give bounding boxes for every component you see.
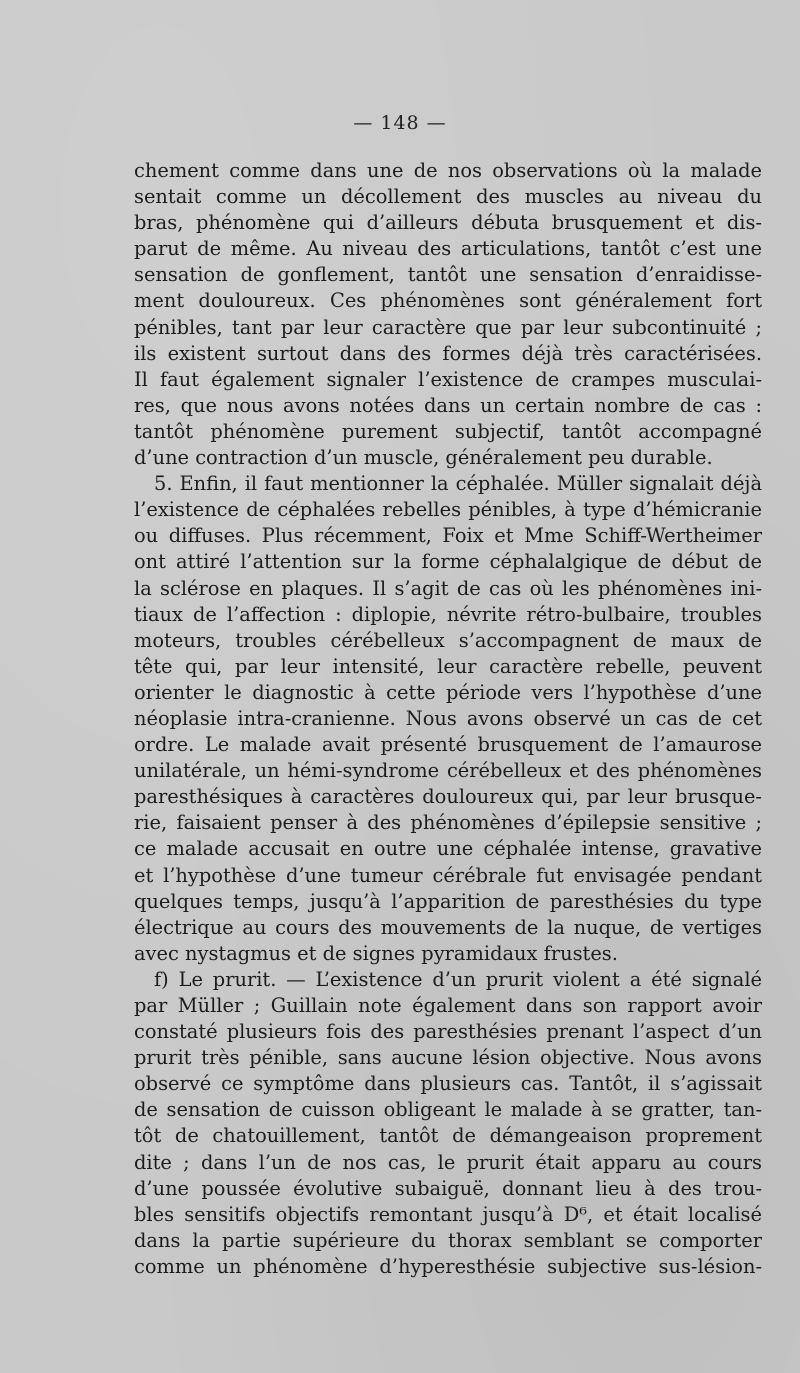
text-line: par Müller ; Guillain note également dans son rapport avoir	[134, 994, 762, 1017]
text-line: moteurs, troubles cérébelleux s’accompagnent de maux de	[134, 628, 762, 652]
text-line: comme un phénomène d’hyperesthésie subjective sus-lésion-	[134, 1254, 762, 1278]
text-line: parut de même. Au niveau des articulations, tantôt c’est une	[134, 237, 762, 261]
text-line: pénibles, tant par leur caractère que par leur subcontinuité ;	[134, 315, 762, 339]
text-line: constaté plusieurs fois des paresthésies prenant l’aspect d’un	[134, 1020, 762, 1044]
text-line: 5. Enfin, il faut mentionner la céphalée. Müller signalait déjà	[154, 472, 762, 496]
text-line: rie, faisaient penser à des phénomènes d’épilepsie sensitive ;	[134, 811, 762, 835]
body-text	[134, 158, 762, 1280]
text-line: néoplasie intra-cranienne. Nous avons observé un cas de cet	[134, 706, 762, 730]
text-line: dite ; dans l’un de nos cas, le prurit était apparu au cours	[134, 1150, 762, 1174]
text-line: d’une contraction d’un muscle, généralement peu durable.	[134, 446, 713, 470]
text-line: prurit très pénible, sans aucune lésion objective. Nous avons	[134, 1046, 762, 1070]
text-line: observé ce symptôme dans plusieurs cas. Tantôt, il s’agissait	[134, 1072, 762, 1096]
text-line: ou diffuses. Plus récemment, Foix et Mme Schiff-Wertheimer	[134, 524, 762, 548]
text-line: d’une poussée évolutive subaiguë, donnant lieu à des trou-	[134, 1176, 762, 1200]
text-line: f) Le prurit. — L’existence d’un prurit violent a été signalé	[154, 967, 762, 991]
text-line: avec nystagmus et de signes pyramidaux frustes.	[134, 941, 618, 965]
text-line: res, que nous avons notées dans un certain nombre de cas :	[134, 393, 762, 417]
text-line: ils existent surtout dans des formes déjà très caractérisées.	[134, 341, 762, 365]
text-line: chement comme dans une de nos observations où la malade	[134, 159, 762, 182]
page-number: — 148 —	[353, 112, 447, 134]
text-line: ordre. Le malade avait présenté brusquement de l’amaurose	[134, 733, 762, 757]
text-line: ont attiré l’attention sur la forme céphalalgique de début de	[134, 550, 762, 574]
text-line: ment douloureux. Ces phénomènes sont généralement fort	[134, 289, 762, 313]
text-line: de sensation de cuisson obligeant le malade à se gratter, tan-	[134, 1098, 762, 1122]
text-line: orienter le diagnostic à cette période vers l’hypothèse d’une	[134, 680, 762, 704]
text-line: et l’hypothèse d’une tumeur cérébrale fut envisagée pendant	[134, 863, 762, 887]
text-line: bles sensitifs objectifs remontant jusqu’à D⁶, et était localisé	[134, 1202, 762, 1226]
text-line: tôt de chatouillement, tantôt de démangeaison proprement	[134, 1124, 762, 1148]
text-line: sentait comme un décollement des muscles au niveau du	[134, 185, 762, 209]
text-line: unilatérale, un hémi-syndrome cérébelleux et des phénomènes	[134, 759, 762, 783]
text-line: paresthésiques à caractères douloureux qui, par leur brusque-	[134, 785, 762, 809]
text-line: tantôt phénomène purement subjectif, tantôt accompagné	[134, 419, 762, 443]
text-line: l’existence de céphalées rebelles pénibles, à type d’hémicranie	[134, 498, 762, 522]
text-line: ce malade accusait en outre une céphalée intense, gravative	[134, 837, 762, 861]
text-line: dans la partie supérieure du thorax semblant se comporter	[134, 1228, 762, 1252]
text-line: sensation de gonflement, tantôt une sensation d’enraidisse-	[134, 263, 762, 287]
text-line: électrique au cours des mouvements de la nuque, de vertiges	[134, 915, 762, 939]
text-line: quelques temps, jusqu’à l’apparition de paresthésies du type	[134, 889, 762, 913]
text-line: tiaux de l’affection : diplopie, névrite rétro-bulbaire, troubles	[134, 602, 762, 626]
text-line: bras, phénomène qui d’ailleurs débuta brusquement et dis-	[134, 211, 762, 235]
text-line: la sclérose en plaques. Il s’agit de cas où les phénomènes ini-	[134, 576, 762, 600]
text-line: Il faut également signaler l’existence de crampes musculai-	[134, 367, 762, 391]
text-line: tête qui, par leur intensité, leur caractère rebelle, peuvent	[134, 654, 762, 678]
